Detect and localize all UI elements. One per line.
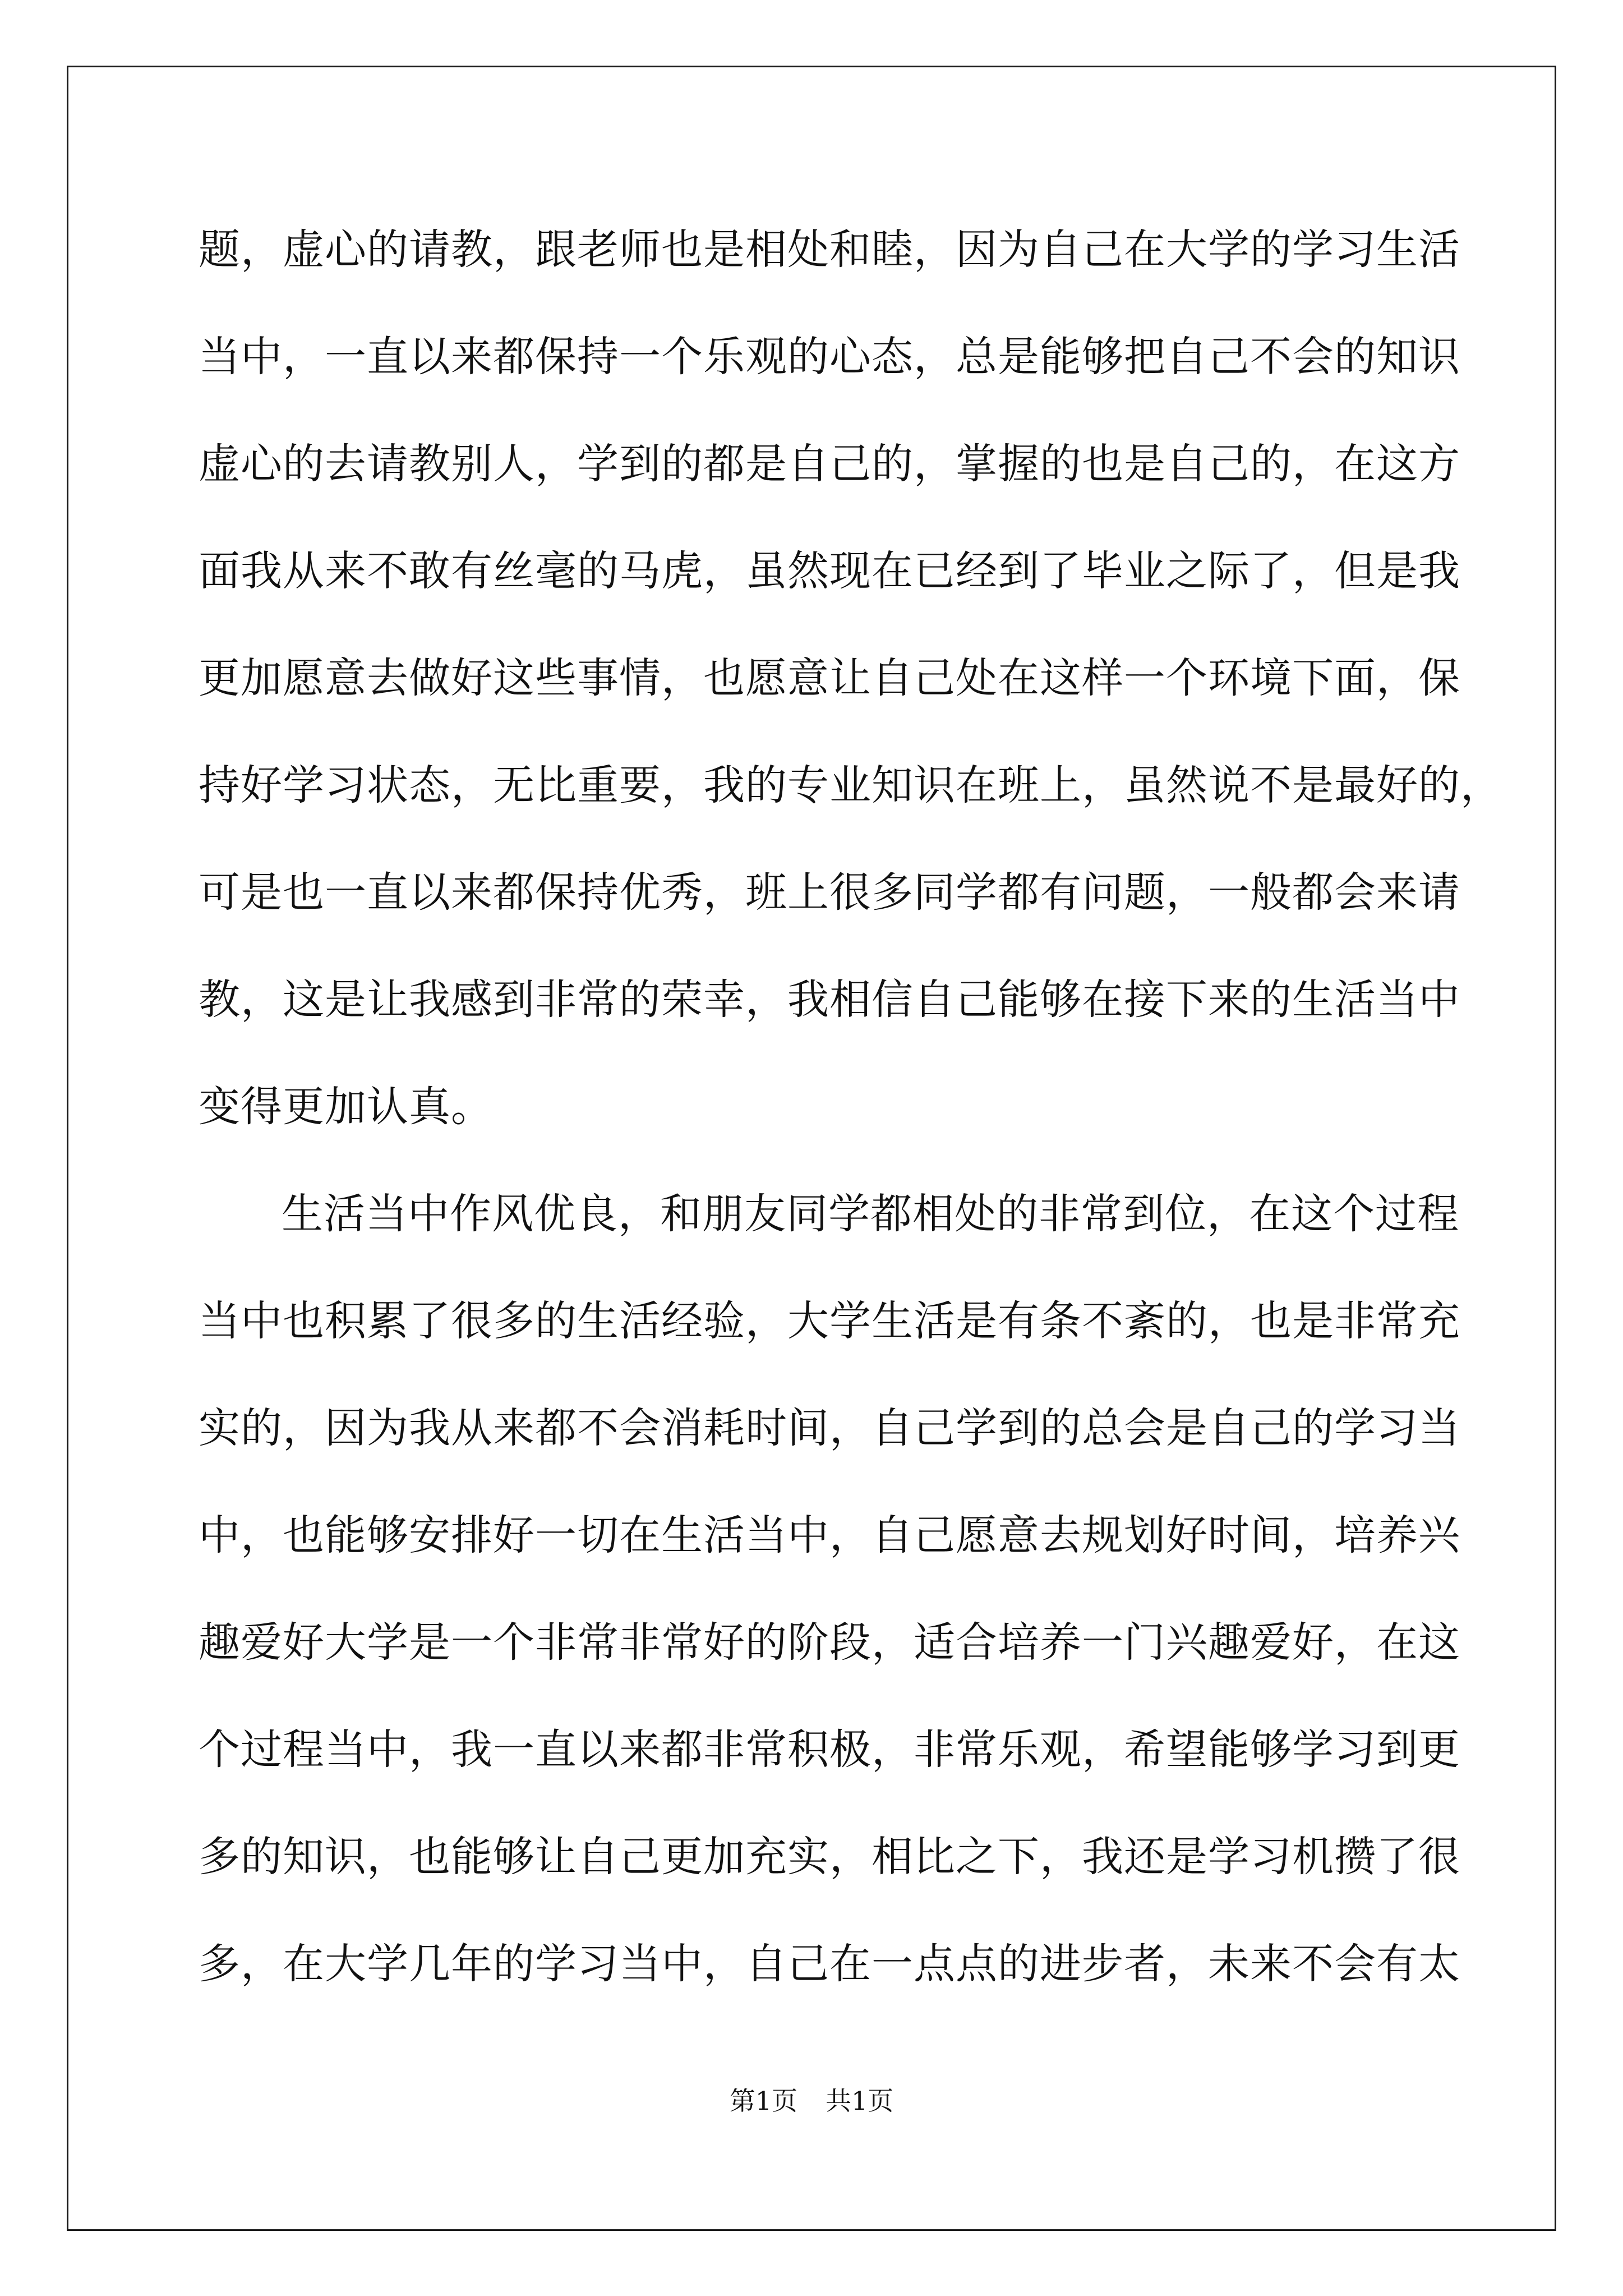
page-number: 第1页 (729, 2086, 797, 2116)
paragraph-line: 面我从来不敢有丝毫的马虎，虽然现在已经到了毕业之际了，但是我 (199, 547, 1460, 595)
paragraph-line: 当中也积累了很多的生活经验，大学生活是有条不紊的，也是非常充 (199, 1297, 1460, 1345)
paragraph-line: 多的知识，也能够让自己更加充实，相比之下，我还是学习机攒了很 (199, 1833, 1460, 1881)
paragraph-line: 当中，一直以来都保持一个乐观的心态，总是能够把自己不会的知识 (199, 333, 1460, 381)
paragraph-line: 教，这是让我感到非常的荣幸，我相信自己能够在接下来的生活当中 (199, 976, 1460, 1024)
document-body (199, 216, 1502, 2037)
paragraph-line: 个过程当中，我一直以来都非常积极，非常乐观，希望能够学习到更 (199, 1726, 1460, 1774)
paragraph-line: 更加愿意去做好这些事情，也愿意让自己处在这样一个环境下面，保 (199, 654, 1460, 702)
paragraph-line: 多，在大学几年的学习当中，自己在一点点的进步者，未来不会有太 (199, 1940, 1460, 1988)
paragraph-line: 实的，因为我从来都不会消耗时间，自己学到的总会是自己的学习当 (199, 1404, 1460, 1452)
paragraph-first-line: 生活当中作风优良，和朋友同学都相处的非常到位，在这个过程 (282, 1190, 1459, 1238)
paragraph-line: 题，虚心的请教，跟老师也是相处和睦，因为自己在大学的学习生活 (199, 226, 1460, 274)
paragraph-line: 中，也能够安排好一切在生活当中，自己愿意去规划好时间，培养兴 (199, 1511, 1460, 1559)
page-total: 共1页 (826, 2086, 894, 2116)
paragraph-line: 趣爱好大学是一个非常非常好的阶段，适合培养一门兴趣爱好，在这 (199, 1618, 1460, 1667)
paragraph-line: 虚心的去请教别人，学到的都是自己的，掌握的也是自己的，在这方 (199, 440, 1460, 488)
paragraph-line: 可是也一直以来都保持优秀，班上很多同学都有问题，一般都会来请 (199, 868, 1460, 917)
paragraph-line: 变得更加认真。 (199, 1083, 493, 1131)
paragraph-line: 持好学习状态，无比重要，我的专业知识在班上，虽然说不是最好的， (199, 761, 1502, 809)
page-footer (0, 2084, 1623, 2118)
